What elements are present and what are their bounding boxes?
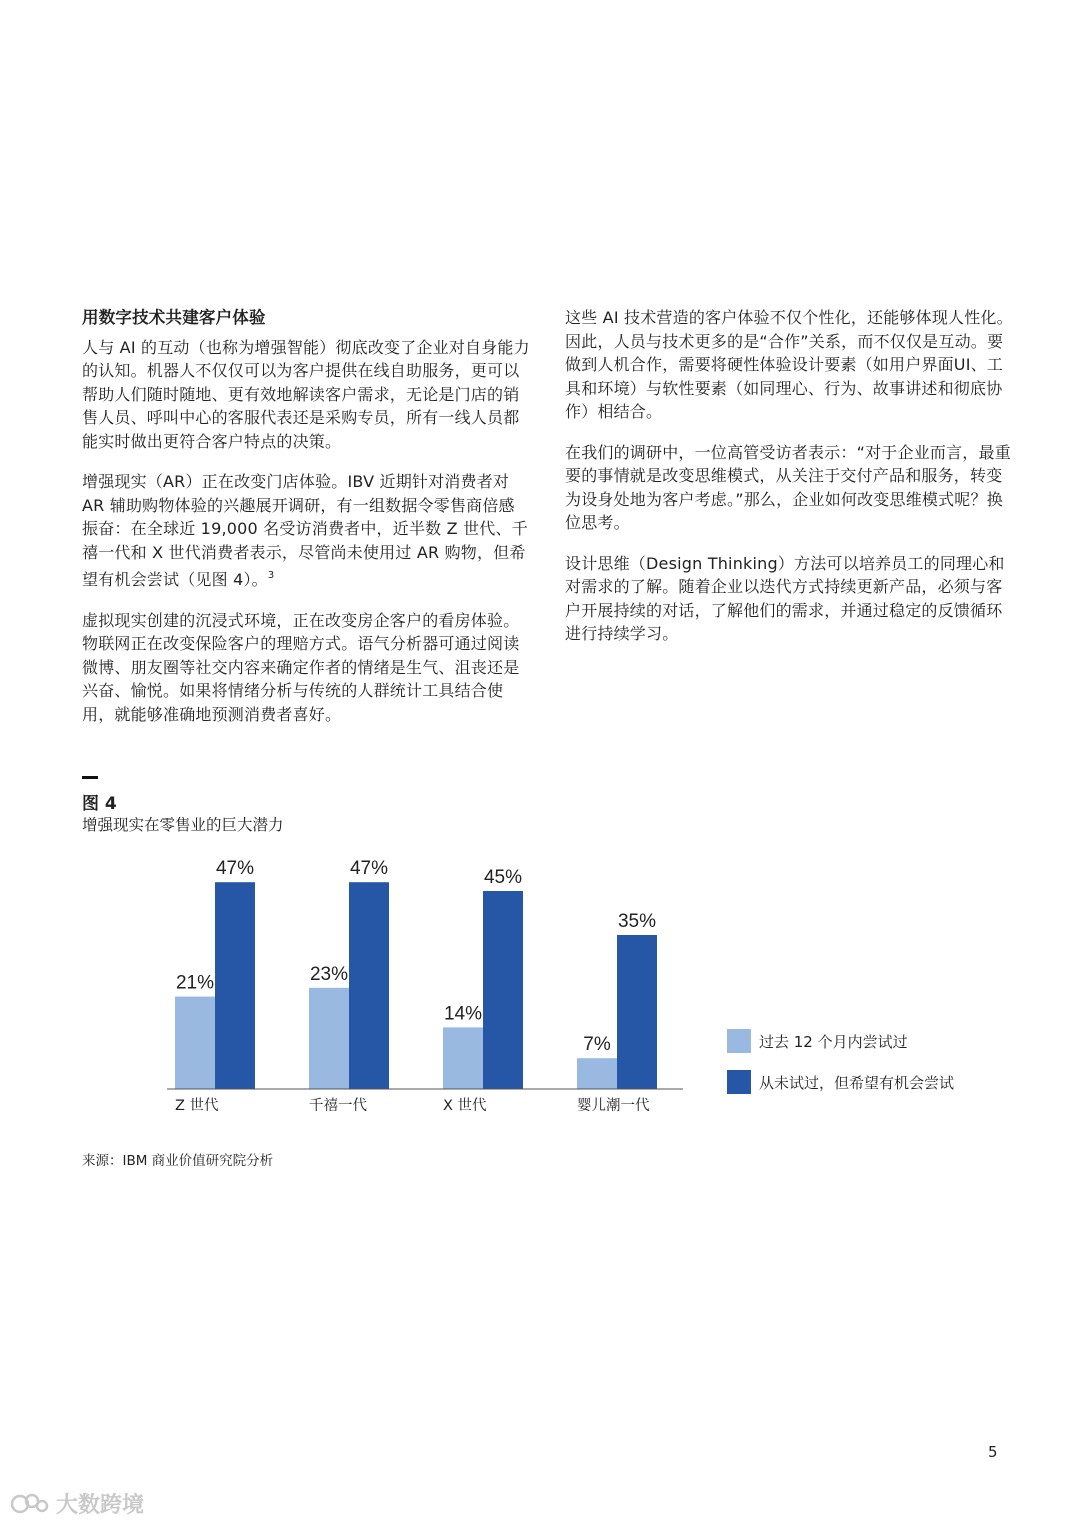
section-heading: 用数字技术共建客户体验 [82,308,266,327]
data-label-tried-3: 7% [583,1034,611,1056]
chart-legend [727,1028,954,1110]
category-label-3: 婴儿潮一代 [577,1098,650,1114]
data-label-tried-2: 14% [443,1003,483,1025]
paragraph-design-thinking: 设计思维（Design Thinking）方法可以培养员工的同理心和对需求的了解。随着企业以迭代方式持续更新产品，必须与客户开展持续的对话，了解他们的需求，并通过稳定的反馈循环进行持续学习。 [565,553,1005,643]
category-label-0: Z 世代 [175,1098,219,1114]
data-label-tried-0: 21% [175,972,215,994]
figure-source: 来源：IBM 商业价值研究院分析 [82,1153,274,1169]
bar-never-tried-2 [483,891,523,1089]
legend-item-tried [727,1028,954,1054]
paragraph-ar-text: 增强现实（AR）正在改变门店体验。IBV 近期针对消费者对 AR 辅助购物体验的兴趣展开调研，有一组数据令零售商倍感振奋：在全球近 19,000 名受访消费者中，近半数 Z 世代、千禧一代和 X 世代消费者表示，尽管尚未使用过 AR 购物，但希望有机会尝试（见图 4）。 [82,472,528,589]
bar-never-tried-0 [215,882,255,1089]
data-label-never-tried-1: 47% [349,858,389,880]
legend-swatch-never-tried [727,1070,751,1094]
data-label-tried-1: 23% [309,963,349,985]
legend-swatch-tried [727,1029,751,1053]
legend-item-never-tried [727,1069,954,1095]
bar-tried-2 [443,1027,483,1089]
paragraph-ai-interaction: 人与 AI 的互动（也称为增强智能）彻底改变了企业对自身能力的认知。机器人不仅仅可以为客户提供在线自助服务，更可以帮助人们随时随地、更有效地解读客户需求，无论是门店的销售人员、呼叫中心的客服代表还是采购专员，所有一线人员都能实时做出更符合客户特点的决策。 [82,337,530,451]
category-label-1: 千禧一代 [309,1098,367,1114]
paragraph-vr-iot: 虚拟现实创建的沉浸式环境，正在改变房企客户的看房体验。物联网正在改变保险客户的理赔方式。语气分析器可通过阅读微博、朋友圈等社交内容来确定作者的情绪是生气、沮丧还是兴奋、愉悦。如果将情绪分析与传统的人群统计工具结合使用，就能够准确地预测消费者喜好。 [82,610,520,724]
data-label-never-tried-3: 35% [617,911,657,932]
page-number: 5 [988,1443,998,1461]
figure-subtitle: 增强现实在零售业的巨大潜力 [82,816,284,834]
bar-tried-0 [175,997,215,1089]
bar-tried-1 [309,988,349,1089]
figure-label: 图 4 [82,794,117,814]
data-label-never-tried-2: 45% [483,867,523,888]
bar-tried-3 [577,1058,617,1089]
bar-never-tried-1 [349,882,389,1089]
watermark [10,1488,144,1519]
watermark-logo-icon [10,1491,50,1517]
paragraph-executive-quote: 在我们的调研中，一位高管受访者表示：“对于企业而言，最重要的事情就是改变思维模式，从关注于交付产品和服务，转变为设身处地为客户考虑。”那么，企业如何改变思维模式呢？换位思考。 [565,442,1011,532]
paragraph-humanized-experience: 这些 AI 技术营造的客户体验不仅个性化，还能够体现人性化。因此，人员与技术更多的是“合作”关系，而不仅仅是互动。要做到人机合作，需要将硬性体验设计要素（如用户界面UI、工具和环境）与软性要素（如同理心、行为、故事讲述和彻底协作）相结合。 [565,308,1013,421]
category-label-2: X 世代 [443,1098,487,1114]
legend-label-tried: 过去 12 个月内尝试过 [759,1032,908,1051]
footnote-marker[interactable]: 3 [267,570,275,581]
data-label-never-tried-0: 47% [215,858,255,880]
watermark-text: 大数跨境 [56,1493,145,1518]
legend-label-never-tried: 从未试过，但希望有机会尝试 [759,1073,955,1092]
bar-never-tried-3 [617,935,657,1089]
